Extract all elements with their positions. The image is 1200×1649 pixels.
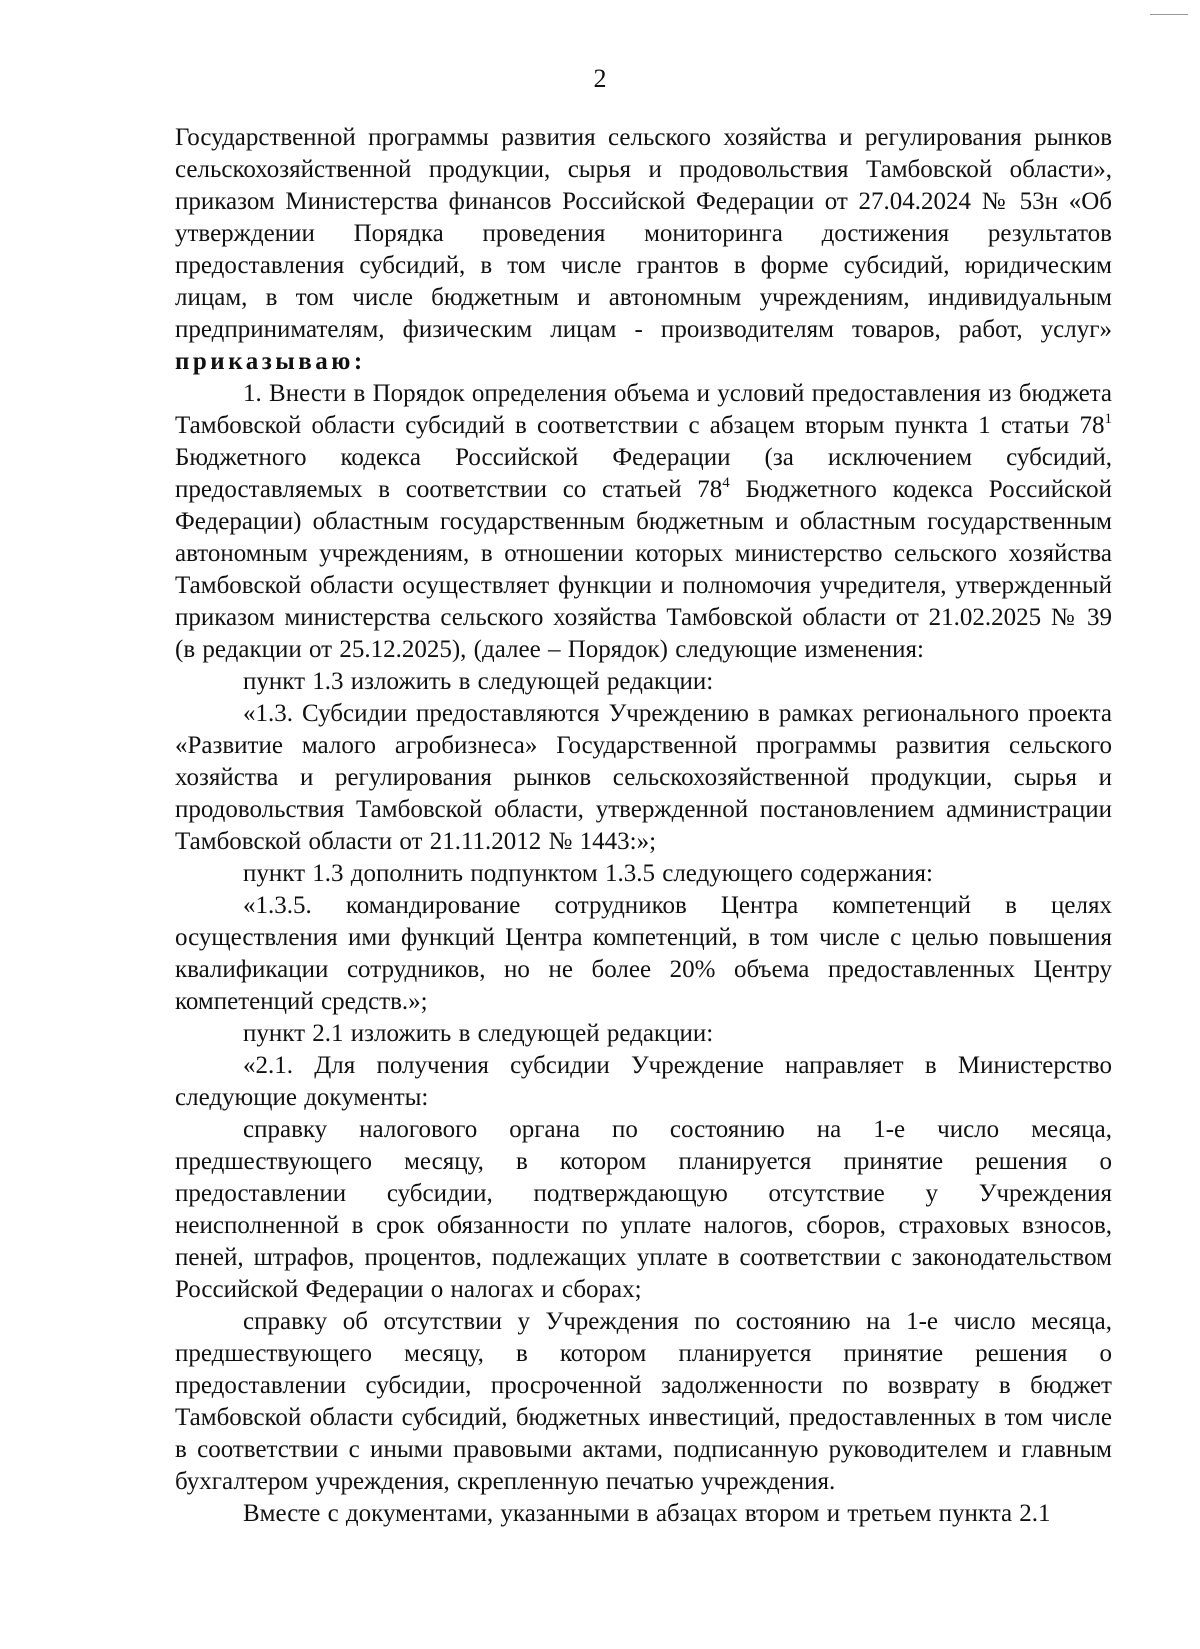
document-body: [175, 122, 1112, 1530]
superscript-1: 1: [1104, 411, 1112, 427]
item-1-text-part-2: Бюджетного кодекса Российской Федерации (за исключением субсидий, предоставляемых в соответствии со статьей 78: [175, 444, 1112, 503]
intro-paragraph: [175, 122, 1112, 378]
scan-corner-mark: [1150, 14, 1188, 15]
clause-1-3-text: «1.3. Субсидии предоставляются Учреждению в рамках регионального проекта «Развитие малого агробизнеса» Государственной программы развития сельского хозяйства и регулирования рынков сельскохозяйственной продукции, сырья и продовольствия Тамбовской области, утвержденной постановлением администрации Тамбовской области от 21.11.2012 № 1443:»;: [175, 700, 1112, 855]
clause-1-3-5-header: пункт 1.3 дополнить подпунктом 1.3.5 следующего содержания:: [243, 860, 933, 887]
debt-certificate-paragraph: справку об отсутствии у Учреждения по состоянию на 1-е число месяца, предшествующего месяцу, в котором планируется принятие решения о предоставлении субсидии, просроченной задолженности по возврату в бюджет Тамбовской области субсидий, бюджетных инвестиций, предоставленных в том числе в соответствии с иными правовыми актами, подписанную руководителем и главным бухгалтером учреждения, скрепленную печатью учреждения.: [175, 1308, 1112, 1495]
closing-paragraph: Вместе с документами, указанными в абзацах втором и третьем пункта 2.1: [243, 1500, 1051, 1527]
item-1-paragraph: [175, 378, 1112, 666]
clause-2-1-header: пункт 2.1 изложить в следующей редакции:: [243, 1020, 714, 1047]
intro-text: Государственной программы развития сельского хозяйства и регулирования рынков сельскохозяйственной продукции, сырья и продовольствия Тамбовской области», приказом Министерства финансов Российской Федерации от 27.04.2024 № 53н «Об утверждении Порядка проведения мониторинга достижения результатов предоставления субсидий, в том числе грантов в форме субсидий, юридическим лицам, в том числе бюджетным и автономным учреждениям, индивидуальным предпринимателям, физическим лицам - производителям товаров, работ, услуг»: [175, 124, 1112, 343]
clause-2-1-text: «2.1. Для получения субсидии Учреждение направляет в Министерство следующие документы:: [175, 1052, 1112, 1111]
order-keyword: приказываю:: [175, 348, 366, 375]
item-1-text-part-3: Бюджетного кодекса Российской Федерации) областным государственным бюджетным и областным государственным автономным учреждениям, в отношении которых министерство сельского хозяйства Тамбовской области осуществляет функции и полномочия учредителя, утвержденный приказом министерства сельского хозяйства Тамбовской области от 21.02.2025 № 39 (в редакции от 25.12.2025), (далее – Порядок) следующие изменения:: [175, 476, 1113, 663]
superscript-4: 4: [722, 475, 730, 491]
page-number: 2: [593, 64, 607, 93]
clause-1-3-5-text: «1.3.5. командирование сотрудников Центра компетенций в целях осуществления ими функций Центра компетенций, в том числе с целью повышения квалификации сотрудников, но не более 20% объема предоставленных Центру компетенций средств.»;: [175, 892, 1112, 1015]
tax-certificate-paragraph: справку налогового органа по состоянию на 1-е число месяца, предшествующего месяцу, в котором планируется принятие решения о предоставлении субсидии, подтверждающую отсутствие у Учреждения неисполненной в срок обязанности по уплате налогов, сборов, страховых взносов, пеней, штрафов, процентов, подлежащих уплате в соответствии с законодательством Российской Федерации о налогах и сборах;: [175, 1116, 1112, 1303]
clause-1-3-header: пункт 1.3 изложить в следующей редакции:: [243, 668, 714, 695]
item-1-text-part-1: 1. Внести в Порядок определения объема и условий предоставления из бюджета Тамбовской области субсидий в соответствии с абзацем вторым пункта 1 статьи 78: [175, 380, 1112, 439]
